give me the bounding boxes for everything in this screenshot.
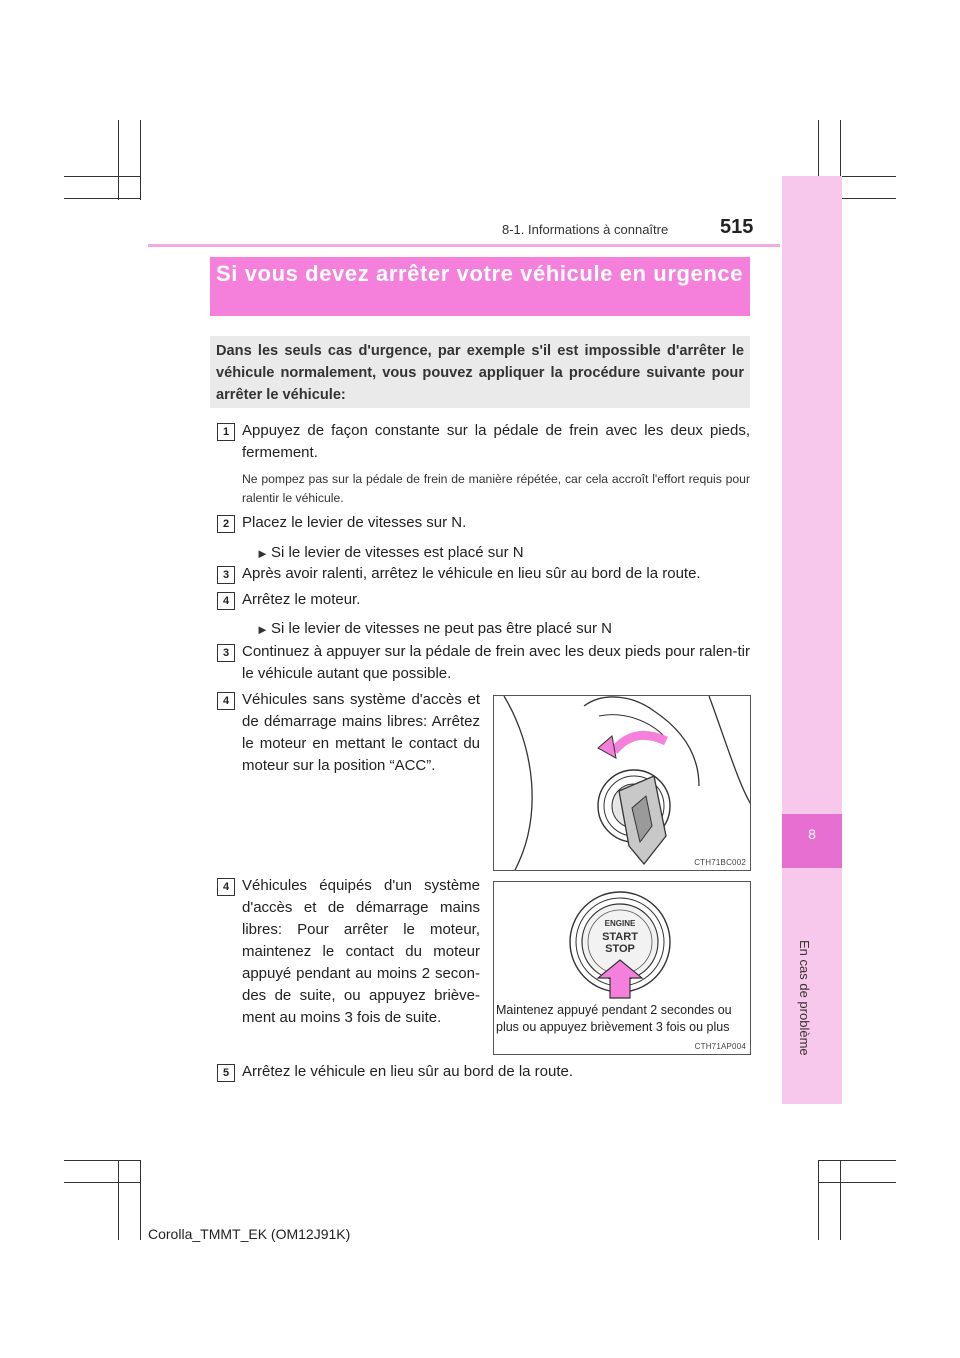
- triangle-bullet-icon: ►: [256, 546, 269, 561]
- triangle-bullet-icon: ►: [256, 622, 269, 637]
- crop-mark: [64, 198, 140, 199]
- step-number-1: 1: [217, 423, 235, 441]
- button-label-stop: STOP: [605, 943, 635, 955]
- crop-mark: [840, 1160, 841, 1240]
- figure-code: CTH71AP004: [694, 1042, 746, 1051]
- button-label-engine: ENGINE: [604, 919, 636, 928]
- page-number: 515: [720, 216, 754, 238]
- crop-mark: [64, 1182, 140, 1183]
- condition-heading-2: Si le levier de vitesses ne peut pas être placé sur N: [271, 620, 613, 637]
- step-number-5: 5: [217, 1064, 235, 1082]
- step-3b-text: Continuez à appuyer sur la pédale de frein avec les deux pieds pour ralen-tir le véhicule autant que possible.: [242, 643, 750, 682]
- section-header: 8-1. Informations à connaître: [502, 222, 669, 237]
- chapter-number: 8: [808, 826, 816, 842]
- step-number-2: 2: [217, 515, 235, 533]
- intro-text: Dans les seuls cas d'urgence, par exemple s'il est impossible d'arrêter le véhicule normalement, vous pouvez appliquer la procédure suivante pour arrêter le véhicule:: [216, 343, 744, 403]
- chapter-sidebar: [782, 176, 842, 1104]
- step-4a-text: Arrêtez le moteur.: [242, 591, 361, 608]
- ignition-key-figure: [493, 695, 751, 871]
- step-2-text: Placez le levier de vitesses sur N.: [242, 514, 467, 531]
- step-4c-text: Véhicules équipés d'un système d'accès et de démarrage mains libres: Pour arrêter le moteur, maintenez le contact du moteur appuyé pendant au moins 2 secon-des de suite, ou appuyez briève-ment au moins 3 fois de suite.: [242, 877, 480, 1026]
- condition-heading-1: Si le levier de vitesses est placé sur N: [271, 544, 524, 561]
- ignition-key-illustration: [494, 696, 751, 871]
- crop-mark: [818, 1160, 896, 1161]
- step-1-text: Appuyez de façon constante sur la pédale de frein avec les deux pieds, fermement.: [242, 422, 750, 461]
- engine-button-figure: [493, 881, 751, 1055]
- step-4b-text: Véhicules sans système d'accès et de démarrage mains libres: Arrêtez le moteur en mettant le contact du moteur sur la position “ACC”.: [242, 691, 480, 774]
- figure-code: CTH71BC002: [694, 858, 746, 867]
- crop-mark: [140, 1160, 141, 1240]
- crop-mark: [118, 120, 119, 200]
- crop-mark: [118, 1160, 119, 1240]
- button-label-start: START: [602, 931, 638, 943]
- step-5-text: Arrêtez le véhicule en lieu sûr au bord de la route.: [242, 1063, 574, 1080]
- step-3a-text: Après avoir ralenti, arrêtez le véhicule en lieu sûr au bord de la route.: [242, 565, 701, 582]
- chapter-title: En cas de problème: [797, 940, 812, 1056]
- crop-mark: [140, 120, 141, 200]
- header-rule: [148, 244, 780, 247]
- step-1-note: Ne pompez pas sur la pédale de frein de manière répétée, car cela accroît l'effort requis pour ralentir le véhicule.: [242, 472, 750, 505]
- crop-mark: [64, 1160, 140, 1161]
- step-number-4: 4: [217, 692, 235, 710]
- footer-document-id: Corolla_TMMT_EK (OM12J91K): [148, 1226, 351, 1242]
- figure-caption: Maintenez appuyé pendant 2 secondes ou plus ou appuyez brièvement 3 fois ou plus: [496, 1003, 732, 1034]
- crop-mark: [818, 1182, 896, 1183]
- step-number-3: 3: [217, 644, 235, 662]
- crop-mark: [818, 1160, 819, 1240]
- step-number-3: 3: [217, 566, 235, 584]
- section-title: Si vous devez arrêter votre véhicule en urgence: [216, 261, 744, 286]
- crop-mark: [64, 176, 140, 177]
- engine-start-stop-button-illustration: [494, 882, 751, 1002]
- step-number-4: 4: [217, 592, 235, 610]
- step-number-4: 4: [217, 878, 235, 896]
